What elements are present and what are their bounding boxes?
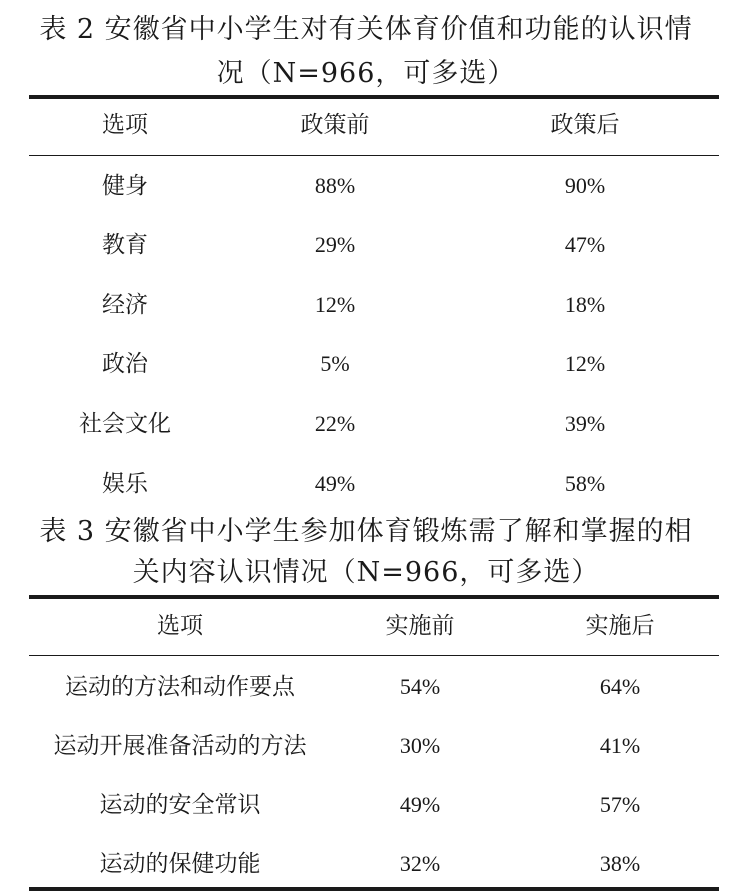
table2-header-option: 选项: [102, 112, 148, 138]
table3-row-after: 64%: [599, 674, 641, 699]
table2-row-after: 58%: [564, 471, 606, 496]
table3-row-before: 54%: [399, 674, 441, 699]
table2-row-before: 12%: [314, 292, 356, 317]
table2-row-after: 12%: [564, 351, 606, 376]
table3-row-after: 57%: [599, 792, 641, 817]
table3-row-label: 运动的安全常识: [99, 792, 261, 818]
table2-row-before: 49%: [314, 471, 356, 496]
table2-row-label: 经济: [102, 292, 148, 318]
table2-header-before: 政策前: [300, 112, 370, 138]
table3-row-before: 30%: [399, 733, 441, 758]
table3-header-before: 实施前: [385, 613, 455, 639]
table2-row-label: 教育: [102, 232, 148, 258]
table3-header-rule: [29, 655, 719, 656]
table3-caption-line2: 关内容认识情况（N=966，可多选）: [132, 557, 600, 588]
table3-row-before: 49%: [399, 792, 441, 817]
table3-header-after: 实施后: [585, 613, 655, 639]
table2-row-label: 政治: [102, 351, 148, 377]
table2-row-before: 88%: [314, 173, 356, 198]
table3-caption-line1: 表 3 安徽省中小学生参加体育锻炼需了解和掌握的相: [39, 516, 693, 547]
table2-header-after: 政策后: [550, 112, 620, 138]
table3-row-label: 运动的方法和动作要点: [65, 674, 295, 700]
table3-row-label: 运动的保健功能: [99, 851, 261, 877]
table2-row-before: 22%: [314, 411, 356, 436]
table3-row-before: 32%: [399, 851, 441, 876]
table3-header-option: 选项: [157, 613, 203, 639]
table2-header-rule: [29, 155, 719, 156]
table2-row-after: 90%: [564, 173, 606, 198]
table2-row-before: 29%: [314, 232, 356, 257]
table2-row-label: 健身: [102, 173, 148, 199]
table2-row-after: 18%: [564, 292, 606, 317]
table2-caption-line2: 况（N=966，可多选）: [216, 58, 516, 89]
table3-bottom-rule: [29, 887, 719, 891]
table3-row-after: 41%: [599, 733, 641, 758]
table2-row-before: 5%: [320, 351, 350, 376]
table2-row-label: 娱乐: [102, 471, 148, 497]
table2-row-after: 47%: [564, 232, 606, 257]
table3-row-after: 38%: [599, 851, 641, 876]
table2-top-rule: [29, 95, 719, 99]
table3-top-rule: [29, 595, 719, 599]
table3-row-label: 运动开展准备活动的方法: [53, 733, 307, 759]
table2-row-after: 39%: [564, 411, 606, 436]
table2-caption-line1: 表 2 安徽省中小学生对有关体育价值和功能的认识情: [39, 14, 693, 45]
table2-row-label: 社会文化: [79, 411, 171, 437]
